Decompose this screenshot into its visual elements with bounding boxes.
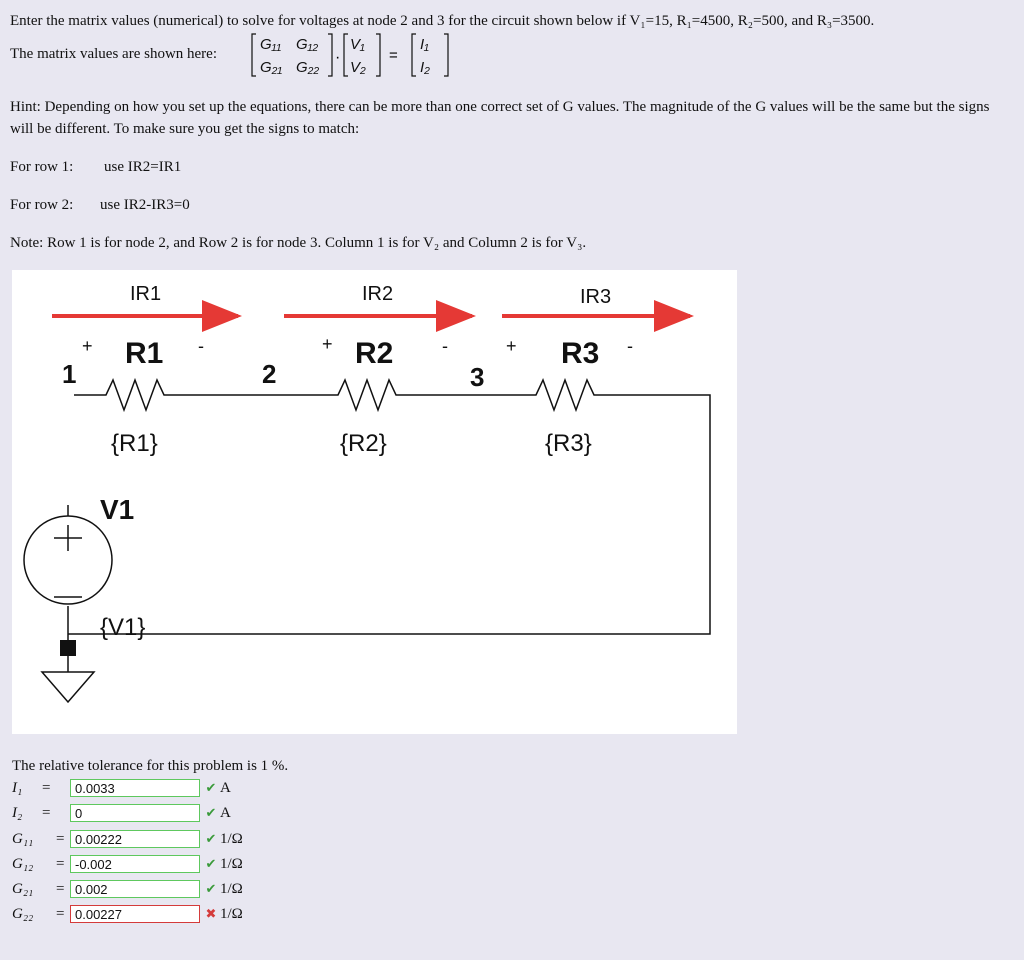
note-text: Note: Row 1 is for node 2, and Row 2 is for node 3. Column 1 is for V₂ and Column 2 is for V₃.	[10, 235, 587, 251]
current-label-ir3: IR3	[580, 286, 612, 308]
ground-node-marker	[60, 640, 76, 656]
check-icon: ✔	[205, 856, 217, 871]
node-1-label: 1	[62, 359, 77, 389]
g12-input[interactable]: -0.002	[70, 855, 200, 873]
answer-label: G₁₁	[12, 830, 34, 847]
matrix-dot: ·	[335, 49, 341, 66]
unit-label: A	[220, 804, 231, 821]
answer-label: I₁	[12, 779, 23, 796]
g22-input[interactable]: 0.00227	[70, 905, 200, 923]
row2-label: For row 2:	[10, 197, 74, 213]
problem-statement: Enter the matrix values (numerical) to solve for voltages at node 2 and 3 for the circuit shown below if V₁=15, R₁=4500, R₂=500, and R₃=3500.	[10, 13, 875, 29]
circuit-diagram	[12, 270, 737, 734]
current-label-ir2: IR2	[362, 283, 394, 305]
answer-row-i2	[12, 802, 231, 824]
r2-name: R2	[355, 337, 394, 370]
r3-name: R3	[561, 337, 600, 370]
equals-sign: =	[56, 830, 65, 847]
check-icon: ✔	[205, 780, 217, 795]
r2-plus: +	[322, 334, 333, 354]
answer-label: G₁₂	[12, 855, 34, 872]
unit-label: A	[220, 779, 231, 796]
check-icon: ✔	[205, 831, 217, 846]
g21-input[interactable]: 0.002	[70, 880, 200, 898]
unit-label: 1/Ω	[220, 905, 243, 922]
matrix-i2: I₂	[420, 59, 430, 76]
matrix-g12: G₁₂	[296, 36, 319, 53]
matrix-v2: V₂	[350, 59, 366, 76]
unit-label: 1/Ω	[220, 855, 243, 872]
matrix-g11: G₁₁	[260, 36, 282, 53]
matrix-equals: =	[389, 47, 398, 64]
current-label-ir1: IR1	[130, 283, 162, 305]
equals-sign: =	[56, 905, 65, 922]
answer-row-i1	[12, 777, 231, 799]
r1-value: {R1}	[111, 430, 158, 457]
check-icon: ✔	[205, 805, 217, 820]
row2-rule: use IR2-IR3=0	[100, 197, 190, 213]
r1-minus: -	[198, 336, 204, 356]
node-2-label: 2	[262, 359, 277, 389]
tolerance-text: The relative tolerance for this problem is 1 %.	[12, 758, 289, 774]
equals-sign: =	[42, 779, 51, 796]
check-icon: ✔	[205, 881, 217, 896]
cross-icon: ✖	[205, 906, 217, 921]
matrix-i1: I₁	[420, 36, 429, 53]
row1-rule: use IR2=IR1	[104, 159, 182, 175]
ground-icon	[42, 672, 94, 702]
hint-text: Hint: Depending on how you set up the equations, there can be more than one correct set of G values. The magnitude of the G values will be the same but the signs will be different. To make sure you get the signs to match:	[10, 99, 990, 137]
answer-label: G₂₂	[12, 905, 34, 922]
answer-row-g12	[12, 853, 243, 875]
matrix-g22: G₂₂	[296, 59, 320, 76]
unit-label: 1/Ω	[220, 830, 243, 847]
r2-minus: -	[442, 336, 448, 356]
unit-label: 1/Ω	[220, 880, 243, 897]
g11-input[interactable]: 0.00222	[70, 830, 200, 848]
r3-value: {R3}	[545, 430, 592, 457]
answer-row-g21	[12, 878, 243, 900]
equals-sign: =	[42, 804, 51, 821]
i2-input[interactable]: 0	[70, 804, 200, 822]
r1-plus: +	[82, 336, 93, 356]
matrix-equation	[250, 32, 460, 78]
matrix-g21: G₂₁	[260, 59, 283, 76]
matrix-label: The matrix values are shown here:	[10, 46, 218, 62]
i1-input[interactable]: 0.0033	[70, 779, 200, 797]
r3-minus: -	[627, 336, 633, 356]
equals-sign: =	[56, 880, 65, 897]
matrix-v1: V₁	[350, 36, 365, 53]
r3-plus: +	[506, 336, 517, 356]
r1-name: R1	[125, 337, 164, 370]
answer-row-g11	[12, 828, 243, 850]
r2-value: {R2}	[340, 430, 387, 457]
answer-row-g22	[12, 903, 243, 925]
node-3-label: 3	[470, 362, 485, 392]
v1-name: V1	[100, 494, 135, 525]
v1-value: {V1}	[100, 614, 146, 641]
row1-label: For row 1:	[10, 159, 74, 175]
answer-label: G₂₁	[12, 880, 34, 897]
equals-sign: =	[56, 855, 65, 872]
answer-label: I₂	[12, 804, 23, 821]
